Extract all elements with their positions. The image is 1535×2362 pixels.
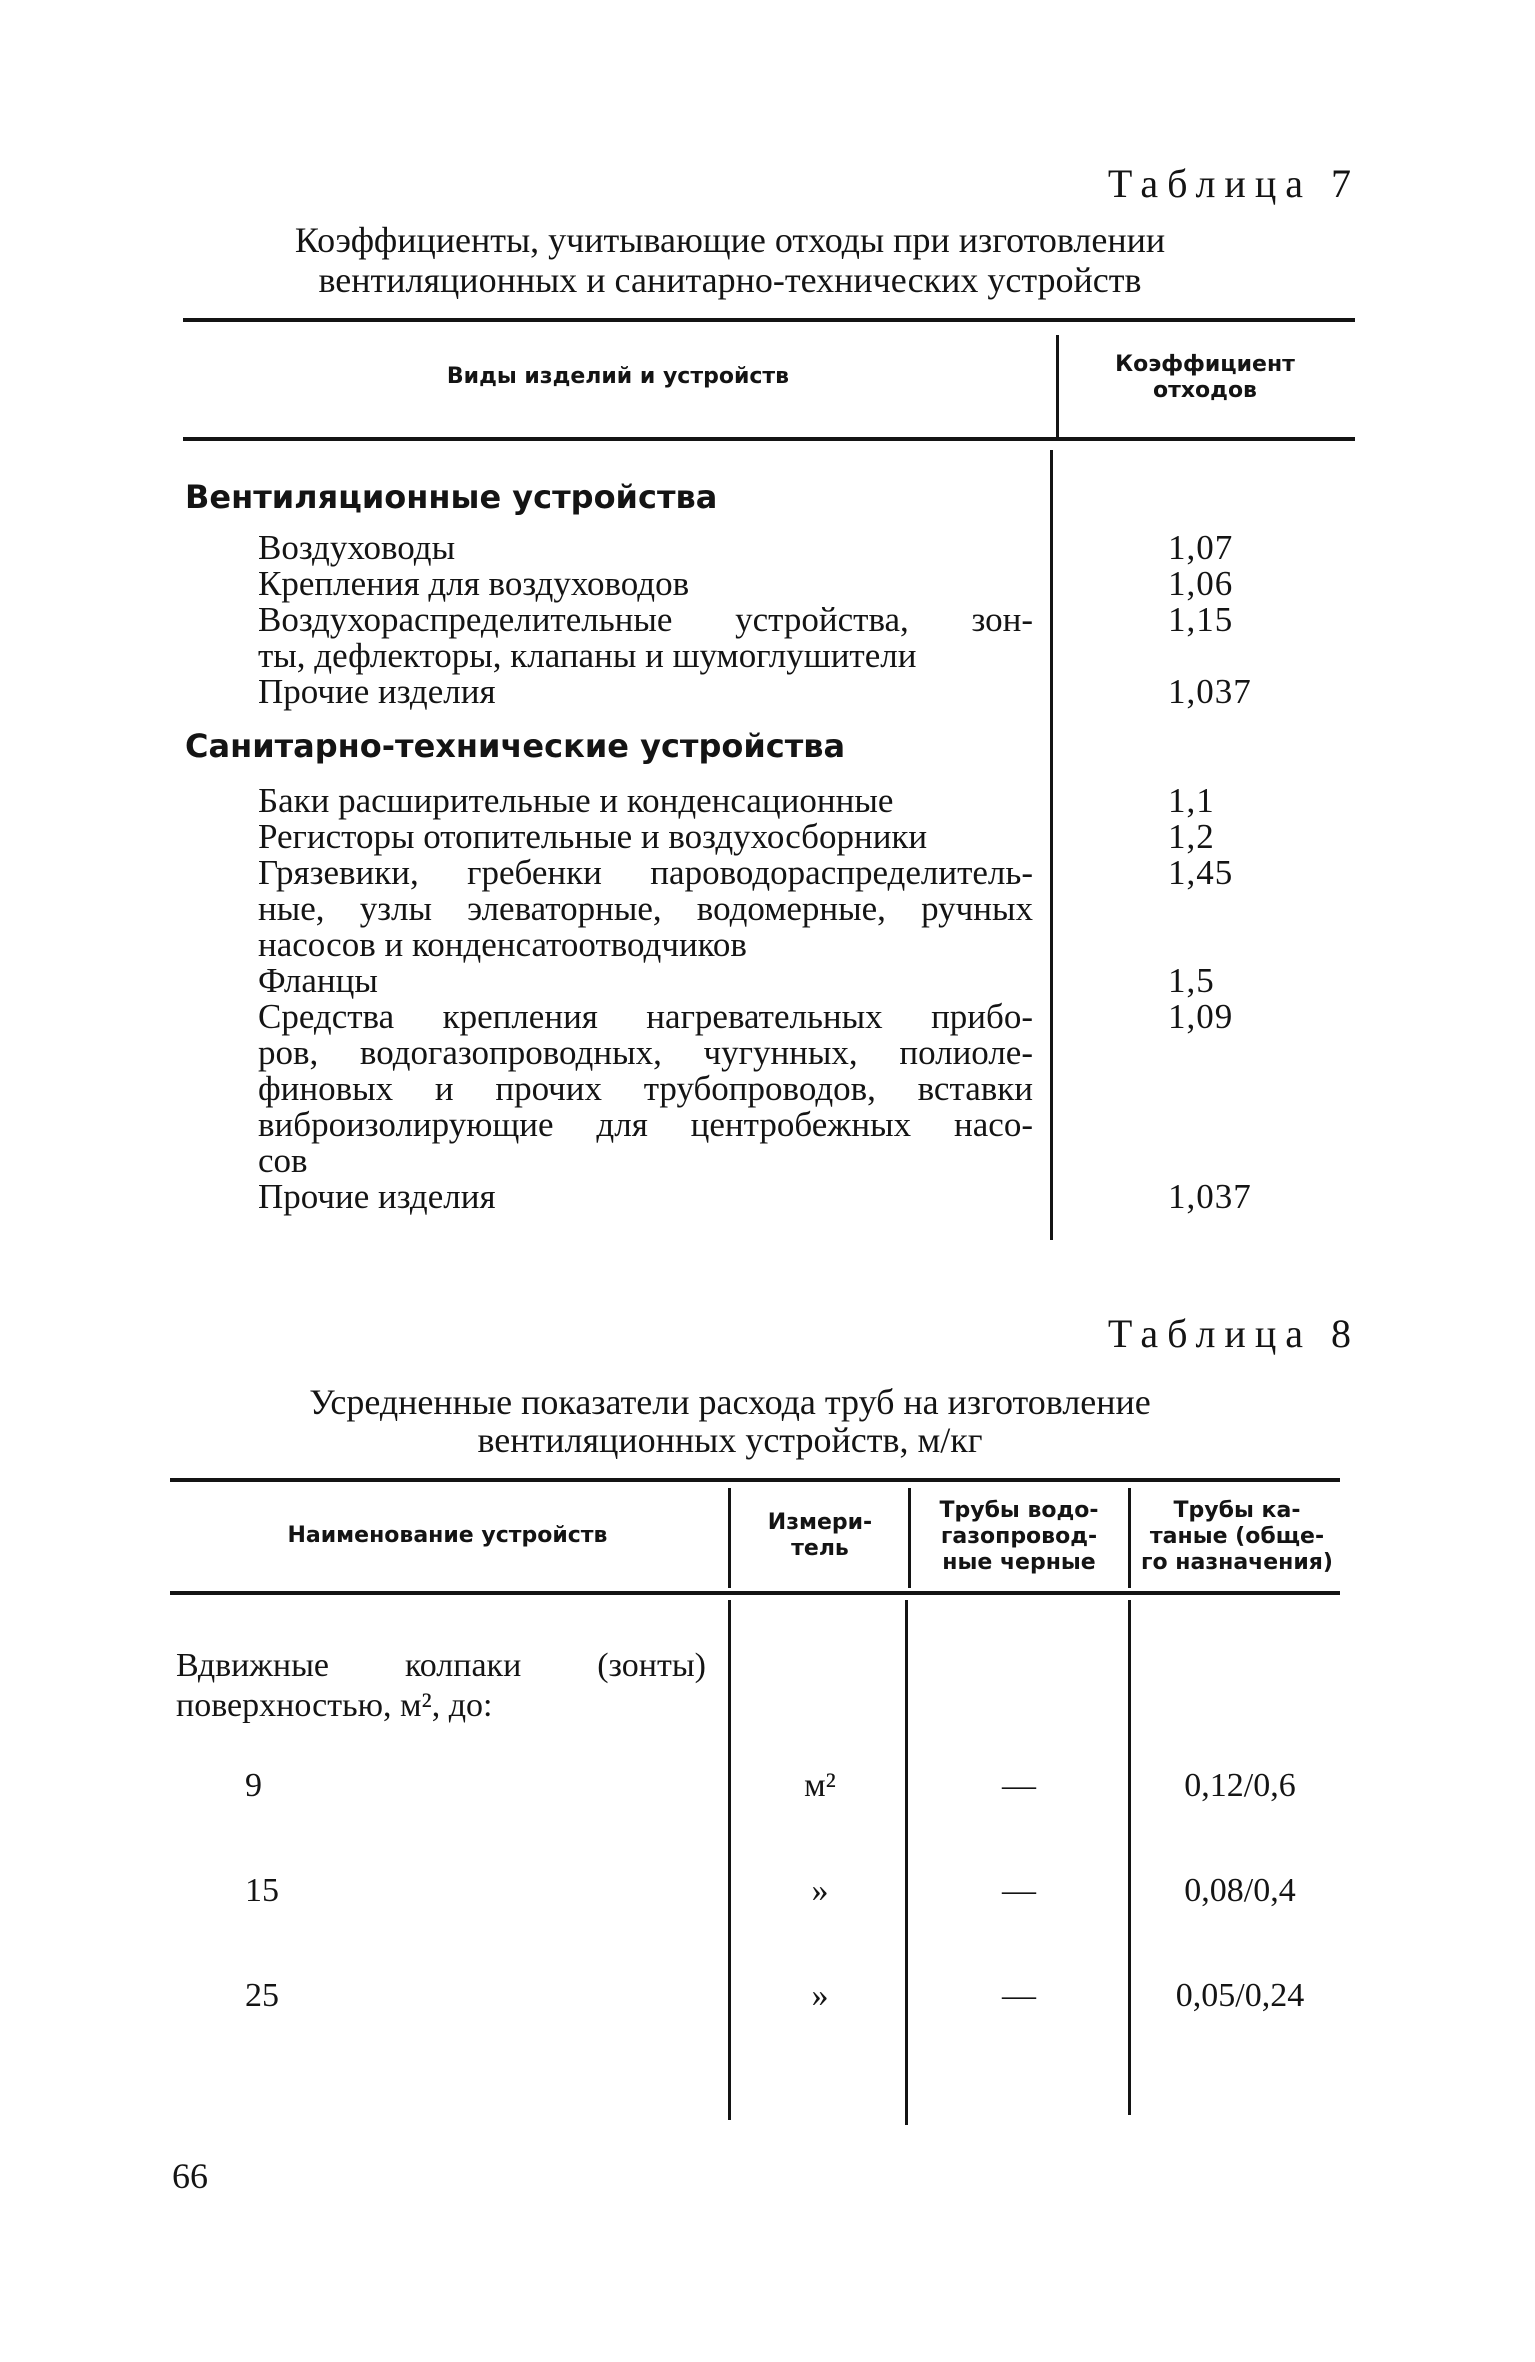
table8-row-unit: » xyxy=(811,1977,829,2014)
table7-item-value: 1,5 xyxy=(1168,961,1215,1000)
table8-row-unit: » xyxy=(811,1872,829,1909)
table7-item-text: сов xyxy=(258,1141,308,1180)
table7-item-text: Фланцы xyxy=(258,961,378,1000)
table8-row-general-pipes: 0,12/0,6 xyxy=(1184,1767,1296,1804)
table7-item-text: Прочие изделия xyxy=(258,672,496,711)
table7-header-rule xyxy=(183,437,1355,441)
table8-header-col3-line1: Трубы водо- xyxy=(939,1498,1099,1523)
table7-caption-line2: вентиляционных и санитарно-технических устройств xyxy=(318,260,1142,300)
table7-top-rule xyxy=(183,318,1355,322)
table7-item-text: Регисторы отопительные и воздухосборники xyxy=(258,817,928,856)
table8-group-line2: поверхностью, м², до: xyxy=(176,1687,493,1724)
table8-header-col4-line2: таные (обще- xyxy=(1149,1524,1325,1549)
table8-row-size: 9 xyxy=(245,1767,262,1804)
table8-header-divider-1 xyxy=(728,1488,731,1588)
table8-row-size: 25 xyxy=(245,1977,279,2014)
table7-label: Таблица 7 xyxy=(1107,161,1360,206)
table7-item-text: финовых и прочих трубопроводов, вставки xyxy=(258,1069,1033,1108)
table8-caption-line1: Усредненные показатели расхода труб на изготовление xyxy=(309,1382,1151,1422)
table8-row-general-pipes: 0,05/0,24 xyxy=(1175,1977,1305,2014)
table7-caption-line1: Коэффициенты, учитывающие отходы при изготовлении xyxy=(294,220,1166,260)
table7-item-value: 1,07 xyxy=(1168,528,1234,567)
table8-group-line1: Вдвижные колпаки (зонты) xyxy=(176,1647,706,1684)
table8-row-black-pipes: — xyxy=(1002,1977,1036,2014)
table7-header-col2-line1: Коэффициент xyxy=(1115,352,1295,377)
table8-header-col3-line3: ные черные xyxy=(942,1550,1096,1575)
table7-header-col2-line2: отходов xyxy=(1153,378,1257,403)
table7-item-value: 1,45 xyxy=(1168,853,1234,892)
table7-item-value: 1,037 xyxy=(1168,1177,1252,1216)
table8-header-col2-line2: тель xyxy=(791,1536,849,1561)
table8-header-rule xyxy=(170,1591,1340,1595)
table8-row-black-pipes: — xyxy=(1002,1767,1036,1804)
table7-item-value: 1,2 xyxy=(1168,817,1215,856)
table7-item-text: ров, водогазопроводных, чугунных, полиоле- xyxy=(258,1033,1033,1072)
table7-item-text: Воздухораспределительные устройства, зон- xyxy=(258,600,1033,639)
table8-row-unit: м² xyxy=(804,1767,836,1804)
table7-item-value: 1,06 xyxy=(1168,564,1234,603)
table8-body-divider-2 xyxy=(905,1600,908,2125)
table7-item-value: 1,037 xyxy=(1168,672,1252,711)
table7-item-text: насосов и конденсатоотводчиков xyxy=(258,925,747,964)
table8-header-divider-2 xyxy=(908,1488,911,1588)
table7-item-value: 1,15 xyxy=(1168,600,1234,639)
table7-item-text: ты, дефлекторы, клапаны и шумоглушители xyxy=(258,636,917,675)
table7-item-text: Крепления для воздуховодов xyxy=(258,564,690,603)
table7-header-col1: Виды изделий и устройств xyxy=(446,364,790,389)
table8-caption-line2: вентиляционных устройств, м/кг xyxy=(477,1420,983,1460)
table7-item-text: Грязевики, гребенки пароводораспределитель- xyxy=(258,853,1033,892)
table7-item-value: 1,09 xyxy=(1168,997,1234,1036)
table8-header-col2-line1: Измери- xyxy=(767,1510,873,1535)
table8-header-col4-line1: Трубы ка- xyxy=(1173,1498,1301,1523)
table7-section-sanitary: Санитарно-технические устройства xyxy=(185,727,846,765)
table8-body-divider-3 xyxy=(1128,1600,1131,2115)
table8-header-divider-3 xyxy=(1128,1488,1131,1588)
table8-header-col1: Наименование устройств xyxy=(287,1523,608,1548)
table7-item-text: виброизолирующие для центробежных насо- xyxy=(258,1105,1033,1144)
table8-row-general-pipes: 0,08/0,4 xyxy=(1184,1872,1296,1909)
table7-item-value: 1,1 xyxy=(1168,781,1215,820)
table8-top-rule xyxy=(170,1478,1340,1482)
page-number: 66 xyxy=(172,2156,208,2196)
table7-section-ventilation: Вентиляционные устройства xyxy=(185,478,718,516)
table8-body-divider-1 xyxy=(728,1600,731,2120)
table8-row-size: 15 xyxy=(245,1872,279,1909)
table8-header-col4-line3: го назначения) xyxy=(1141,1550,1333,1575)
table7-header-divider xyxy=(1056,335,1059,440)
table7-body-divider xyxy=(1050,450,1053,1240)
table7-item-text: Прочие изделия xyxy=(258,1177,496,1216)
table7-item-text: Баки расширительные и конденсационные xyxy=(258,781,894,820)
table7-item-text: Воздуховоды xyxy=(258,528,456,567)
table8-header-col3-line2: газопровод- xyxy=(940,1524,1098,1549)
table7-item-text: Средства крепления нагревательных прибо- xyxy=(258,997,1033,1036)
table8-row-black-pipes: — xyxy=(1002,1872,1036,1909)
table7-item-text: ные, узлы элеваторные, водомерные, ручных xyxy=(258,889,1033,928)
table8-label: Таблица 8 xyxy=(1107,1311,1360,1356)
